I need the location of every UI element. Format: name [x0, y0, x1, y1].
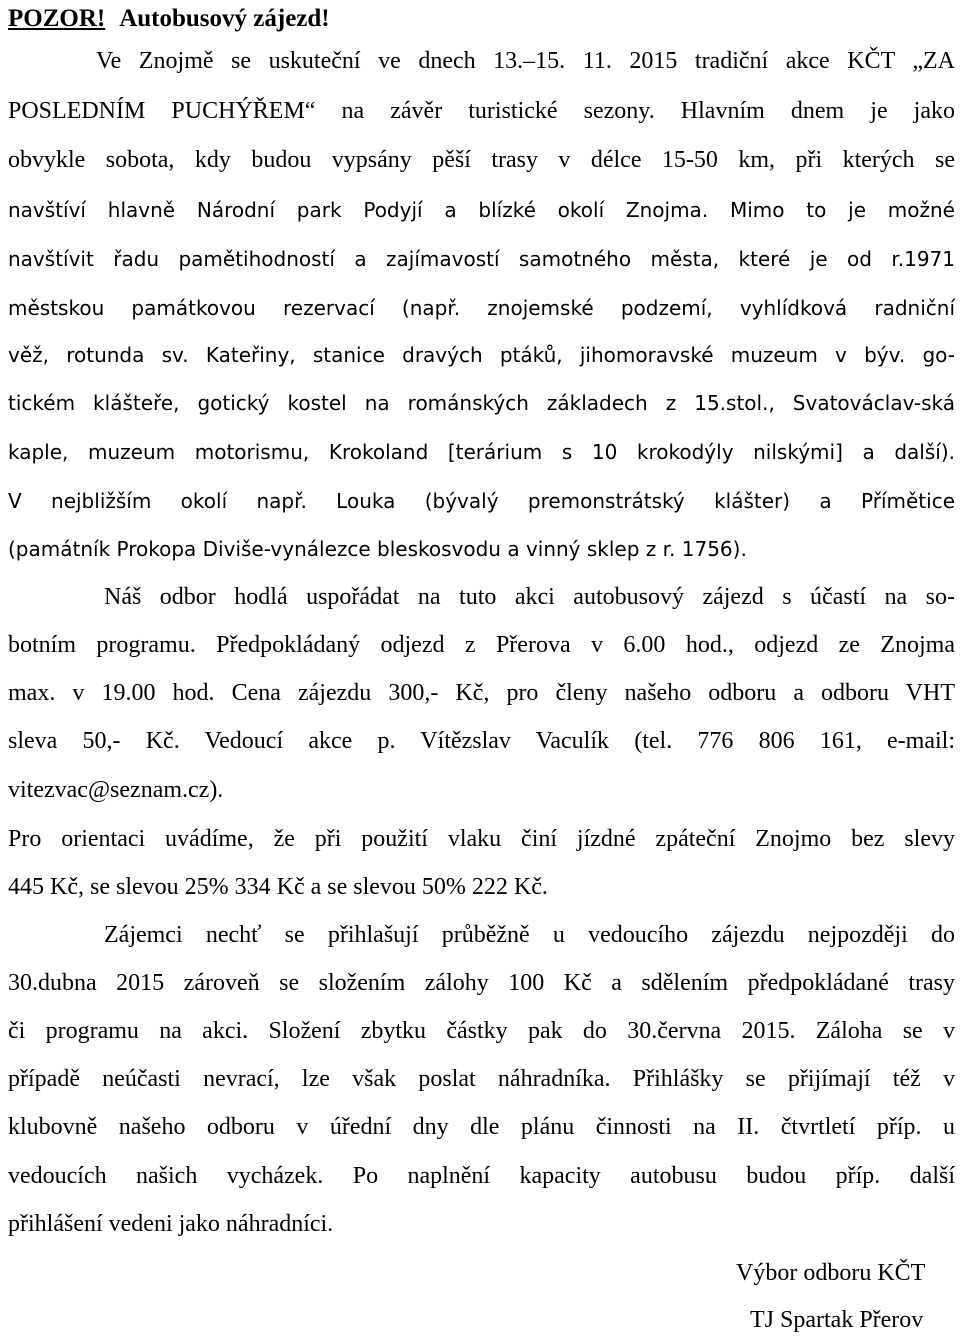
document-heading: [8, 4, 330, 34]
paragraph-2-line: Náš odbor hodlá uspořádat na tuto akci autobusový zájezd s účastí na so-: [104, 584, 955, 610]
paragraph-1-line: (památník Prokopa Diviše-vynálezce bleskosvodu a vinný sklep z r. 1756).: [8, 537, 747, 561]
paragraph-4-line: vedoucích našich vycházek. Po naplnění kapacity autobusu budou příp. další: [8, 1163, 955, 1189]
signature-club: TJ Spartak Přerov: [750, 1307, 924, 1333]
heading-title: Autobusový zájezd!: [119, 5, 330, 32]
paragraph-4-line: či programu na akci. Složení zbytku částky pak do 30.června 2015. Záloha se v: [8, 1018, 955, 1044]
paragraph-4-line: případě neúčasti nevrací, lze však poslat náhradníka. Přihlášky se přijímají též v: [8, 1066, 955, 1092]
paragraph-4-line: 30.dubna 2015 zároveň se složením zálohy 100 Kč a sdělením předpokládané trasy: [8, 970, 955, 996]
paragraph-1-line: navštíví hlavně Národní park Podyjí a blízké okolí Znojma. Mimo to je možné: [8, 198, 955, 222]
paragraph-2-line: sleva 50,- Kč. Vedoucí akce p. Vítězslav Vaculík (tel. 776 806 161, e-mail:: [8, 728, 955, 754]
alert-label: POZOR!: [8, 5, 106, 32]
paragraph-1-line: navštívit řadu pamětihodností a zajímavostí samotného města, které je od r.1971: [8, 247, 955, 271]
paragraph-4-line: přihlášení vedeni jako náhradníci.: [8, 1211, 334, 1237]
paragraph-4-line: Zájemci nechť se přihlašují průběžně u vedoucího zájezdu nejpozději do: [104, 922, 955, 948]
paragraph-1-line: POSLEDNÍM PUCHÝŘEM“ na závěr turistické sezony. Hlavním dnem je jako: [8, 98, 955, 124]
paragraph-3-line: Pro orientaci uvádíme, že při použití vlaku činí jízdné zpáteční Znojmo bez slevy: [8, 826, 955, 852]
paragraph-3-line: 445 Kč, se slevou 25% 334 Kč a se slevou 50% 222 Kč.: [8, 874, 548, 900]
paragraph-2-line: botním programu. Předpokládaný odjezd z Přerova v 6.00 hod., odjezd ze Znojma: [8, 632, 955, 658]
paragraph-1-line: tickém klášteře, gotický kostel na románských základech z 15.stol., Svatováclav-ská: [8, 391, 955, 415]
paragraph-1-line: V nejbližším okolí např. Louka (bývalý premonstrátský klášter) a Přímětice: [8, 489, 955, 513]
signature-committee: Výbor odboru KČT: [736, 1260, 926, 1286]
paragraph-1-line: obvykle sobota, kdy budou vypsány pěší trasy v délce 15-50 km, při kterých se: [8, 147, 955, 173]
paragraph-1-line: kaple, muzeum motorismu, Krokoland [terárium s 10 krokodýly nilskými] a další).: [8, 440, 955, 464]
paragraph-2-line: vitezvac@seznam.cz).: [8, 777, 224, 803]
paragraph-1-line: Ve Znojmě se uskuteční ve dnech 13.–15. 11. 2015 tradiční akce KČT „ZA: [96, 48, 955, 74]
paragraph-1-line: věž, rotunda sv. Kateřiny, stanice dravých ptáků, jihomoravské muzeum v býv. go-: [8, 343, 955, 367]
paragraph-2-line: max. v 19.00 hod. Cena zájezdu 300,- Kč, pro členy našeho odboru a odboru VHT: [8, 680, 955, 706]
paragraph-4-line: klubovně našeho odboru v úřední dny dle plánu činnosti na II. čtvrtletí příp. u: [8, 1114, 955, 1140]
paragraph-1-line: městskou památkovou rezervací (např. znojemské podzemí, vyhlídková radniční: [8, 296, 955, 320]
